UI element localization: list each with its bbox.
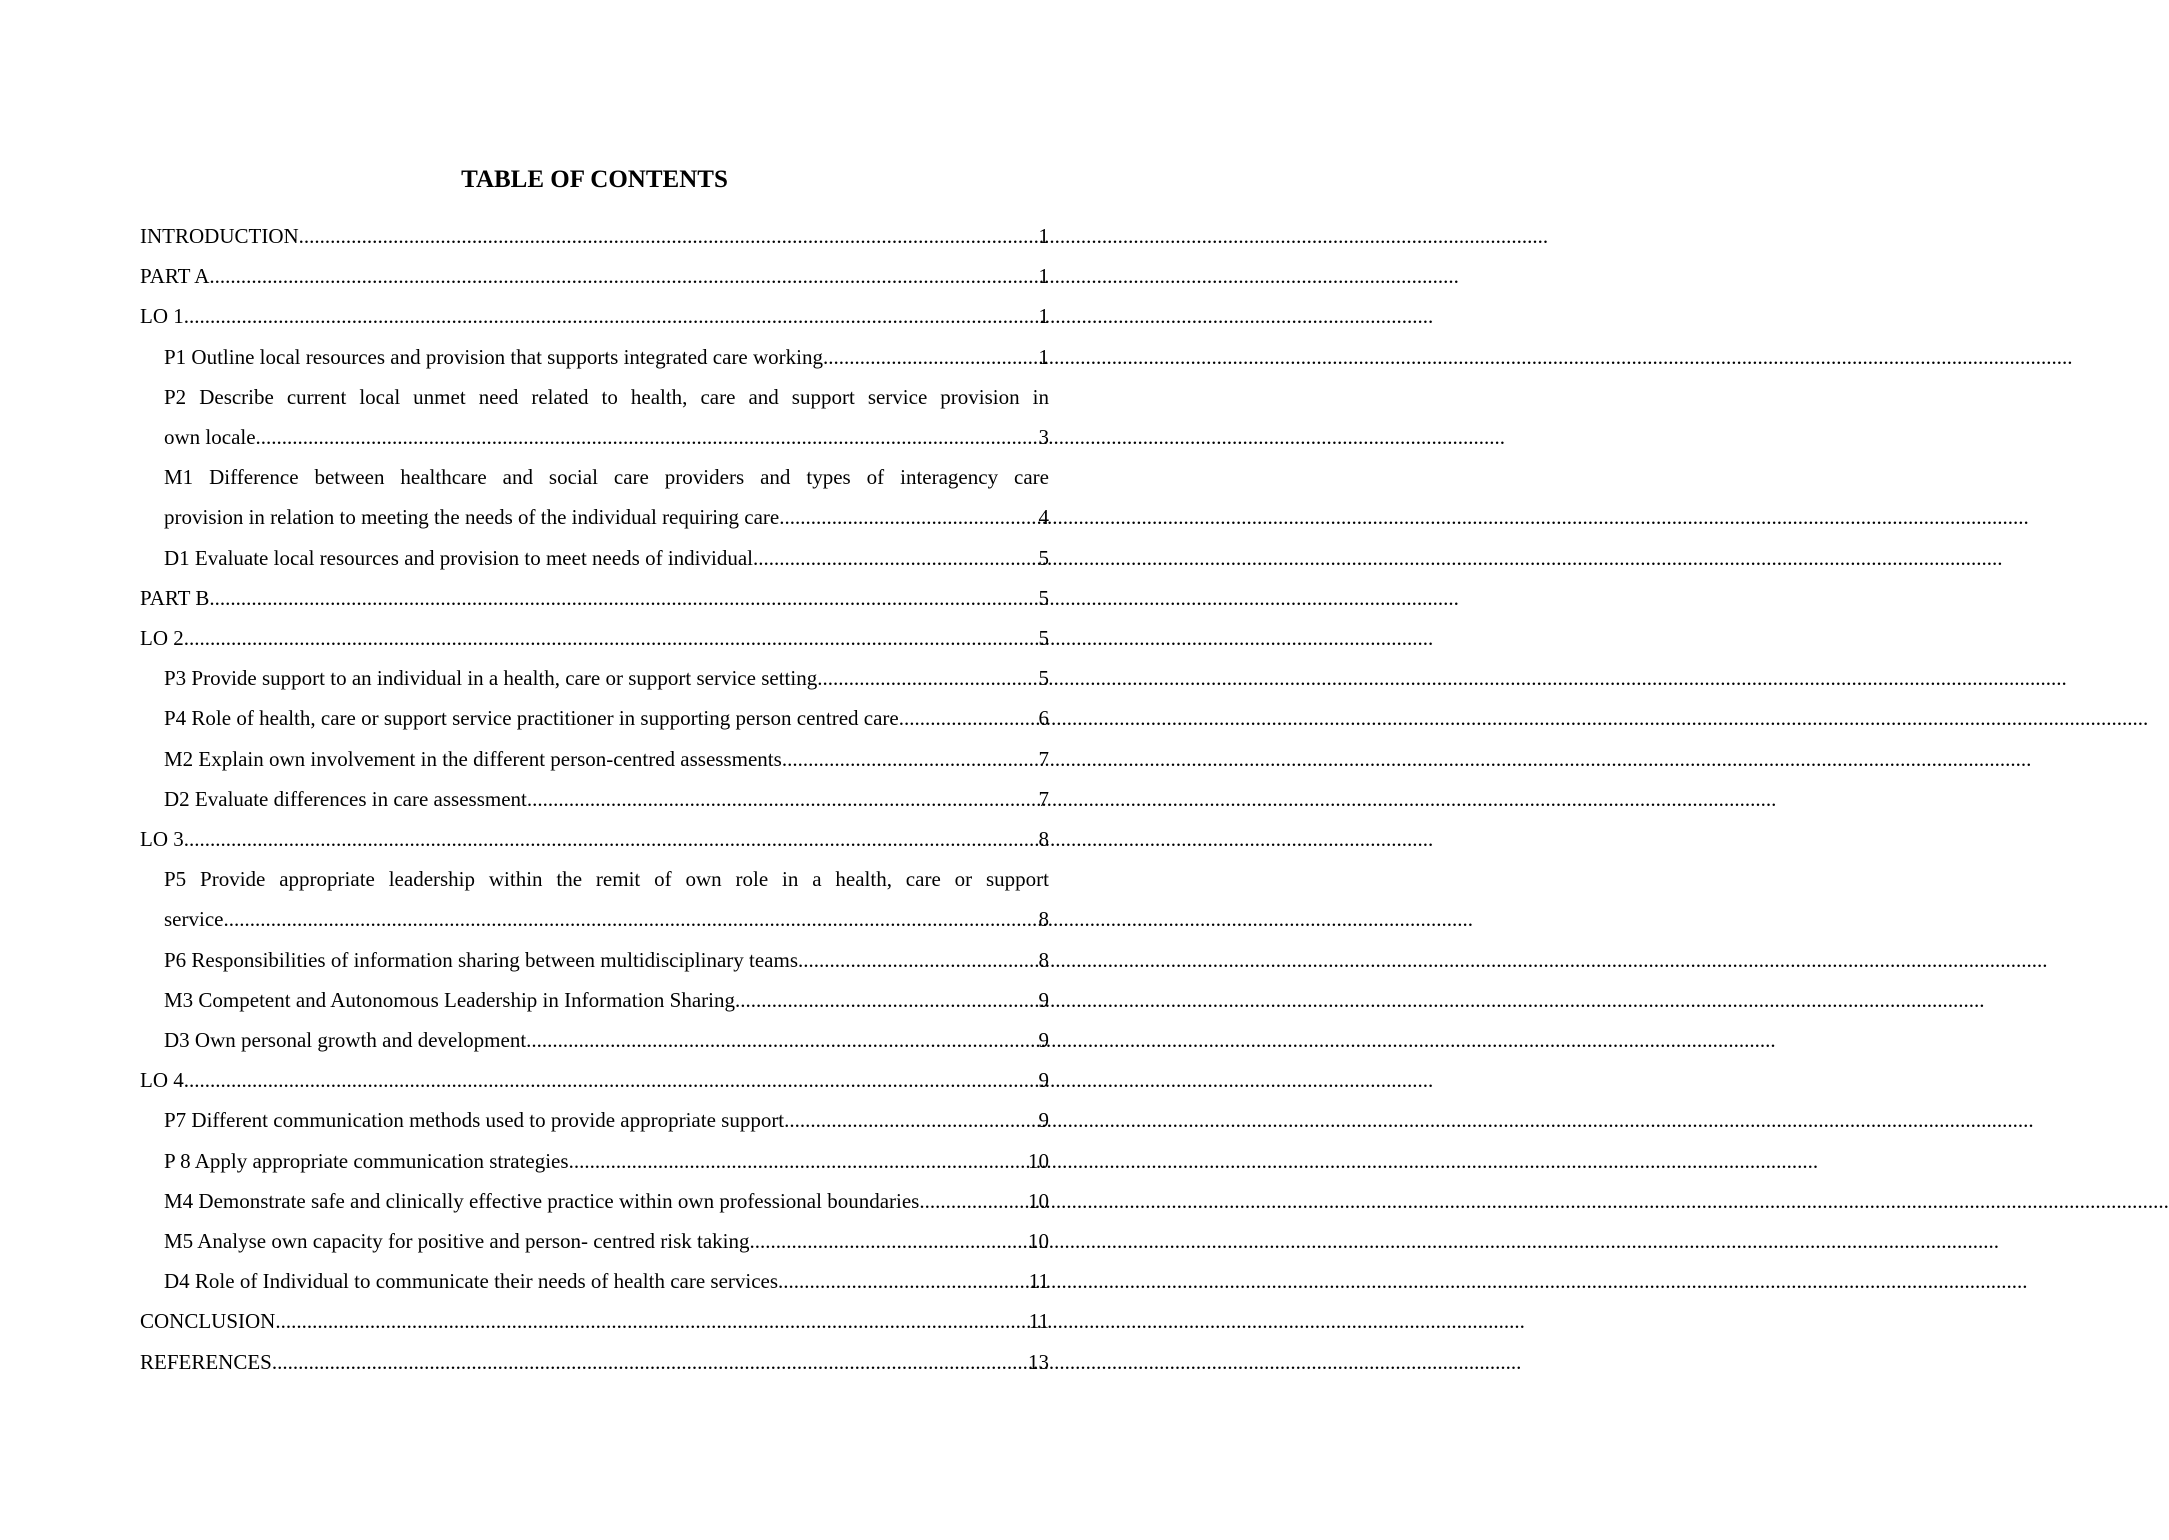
dot-leader bbox=[750, 1221, 1028, 1261]
toc-entry-line bbox=[164, 1181, 1049, 1221]
toc-entry-line bbox=[140, 296, 1049, 336]
toc-entry-line bbox=[140, 819, 1049, 859]
dot-leader bbox=[275, 1301, 1028, 1341]
toc-entry-page-number: 1 bbox=[1038, 304, 1049, 329]
toc-entry-label-line1: P5 Provide appropriate leadership within the remit of own role in a health, care or support bbox=[164, 867, 1049, 892]
toc-entry-page-number: 5 bbox=[1038, 585, 1049, 610]
dot-leader bbox=[223, 899, 1038, 939]
toc-entry-label: P7 Different communication methods used to provide appropriate support bbox=[164, 1108, 785, 1133]
toc-entry-line bbox=[140, 216, 1049, 256]
dot-leader bbox=[778, 1261, 1029, 1301]
toc-entry-line bbox=[164, 417, 1049, 457]
toc-entry-line bbox=[164, 538, 1049, 578]
toc-entry[interactable] bbox=[140, 779, 1049, 819]
toc-entry[interactable] bbox=[140, 1261, 1049, 1301]
toc-entry-page-number: 1 bbox=[1038, 264, 1049, 289]
dot-leader bbox=[569, 1141, 1028, 1181]
document-page bbox=[140, 160, 1049, 1382]
dot-leader bbox=[184, 296, 1039, 336]
toc-entry-label: P 8 Apply appropriate communication strategies bbox=[164, 1148, 569, 1173]
dot-leader bbox=[784, 1100, 1038, 1140]
toc-entry-label: service bbox=[164, 907, 224, 932]
toc-entry-label: PART A bbox=[140, 264, 210, 289]
toc-entry[interactable] bbox=[140, 739, 1049, 779]
toc-entry-page-number: 10 bbox=[1028, 1148, 1049, 1173]
toc-entry-label: CONCLUSION bbox=[140, 1309, 276, 1334]
toc-entry[interactable] bbox=[140, 1221, 1049, 1261]
toc-entry-page-number: 9 bbox=[1038, 1068, 1049, 1093]
toc-entry-line bbox=[164, 1261, 1049, 1301]
toc-entry-page-number: 6 bbox=[1038, 706, 1049, 731]
toc-title: TABLE OF CONTENTS bbox=[461, 166, 728, 193]
dot-leader bbox=[299, 216, 1039, 256]
toc-entry-page-number: 1 bbox=[1038, 344, 1049, 369]
toc-entry[interactable] bbox=[140, 256, 1049, 296]
toc-entry-line bbox=[140, 1301, 1049, 1341]
toc-entry-label: M3 Competent and Autonomous Leadership in Information Sharing bbox=[164, 987, 735, 1012]
toc-entry-page-number: 3 bbox=[1038, 425, 1049, 450]
toc-entry[interactable] bbox=[140, 337, 1049, 377]
toc-entry-label: REFERENCES bbox=[140, 1349, 272, 1374]
toc-entry-label: P6 Responsibilities of information sharing between multidisciplinary teams bbox=[164, 947, 798, 972]
toc-entry-page-number: 13 bbox=[1028, 1349, 1049, 1374]
toc-entry[interactable] bbox=[140, 1141, 1049, 1181]
toc-entry-page-number: 9 bbox=[1038, 1028, 1049, 1053]
dot-leader bbox=[272, 1342, 1028, 1382]
toc-entry-page-number: 5 bbox=[1038, 545, 1049, 570]
toc-entry[interactable] bbox=[140, 658, 1049, 698]
toc-entry[interactable] bbox=[140, 578, 1049, 618]
toc-entry-label: D3 Own personal growth and development bbox=[164, 1028, 527, 1053]
toc-entry-label: LO 2 bbox=[140, 626, 184, 651]
toc-entry-line bbox=[140, 578, 1049, 618]
toc-entry-page-number: 9 bbox=[1038, 1108, 1049, 1133]
toc-entry-label: own locale bbox=[164, 425, 256, 450]
toc-entry-label-line1: P2 Describe current local unmet need related to health, care and support service provision in bbox=[164, 384, 1049, 409]
dot-leader bbox=[782, 739, 1039, 779]
toc-entry-label: provision in relation to meeting the needs of the individual requiring care bbox=[164, 505, 780, 530]
toc-entry[interactable] bbox=[140, 859, 1049, 939]
toc-entry-page-number: 11 bbox=[1028, 1309, 1049, 1334]
toc-entry-line bbox=[164, 698, 1049, 738]
toc-entry-label: M5 Analyse own capacity for positive and person- centred risk taking bbox=[164, 1229, 750, 1254]
toc-entry-label: M4 Demonstrate safe and clinically effective practice within own professional boundaries bbox=[164, 1188, 920, 1213]
toc-entry-label: D1 Evaluate local resources and provision to meet needs of individual bbox=[164, 545, 753, 570]
toc-entry-line bbox=[164, 497, 1049, 537]
toc-entry-line bbox=[164, 1141, 1049, 1181]
dot-leader bbox=[798, 940, 1039, 980]
toc-entry-label: P1 Outline local resources and provision that supports integrated care working bbox=[164, 344, 823, 369]
toc-entry-label: LO 4 bbox=[140, 1068, 184, 1093]
toc-entry-page-number: 10 bbox=[1028, 1229, 1049, 1254]
toc-entry-page-number: 8 bbox=[1038, 827, 1049, 852]
toc-entry[interactable] bbox=[140, 296, 1049, 336]
dot-leader bbox=[779, 497, 1038, 537]
toc-list bbox=[140, 216, 1049, 1382]
dot-leader bbox=[527, 779, 1039, 819]
toc-entry-page-number: 11 bbox=[1028, 1269, 1049, 1294]
toc-entry-line bbox=[164, 940, 1049, 980]
toc-entry-line bbox=[164, 658, 1049, 698]
toc-entry[interactable] bbox=[140, 698, 1049, 738]
dot-leader bbox=[209, 256, 1038, 296]
toc-entry-line bbox=[164, 739, 1049, 779]
dot-leader bbox=[823, 337, 1039, 377]
dot-leader bbox=[184, 819, 1039, 859]
toc-entry-label: LO 3 bbox=[140, 827, 184, 852]
toc-entry[interactable] bbox=[140, 1301, 1049, 1341]
toc-entry-line bbox=[164, 1221, 1049, 1261]
toc-entry[interactable] bbox=[140, 1181, 1049, 1221]
toc-entry-page-number: 1 bbox=[1038, 224, 1049, 248]
toc-entry-page-number: 10 bbox=[1028, 1188, 1049, 1213]
dot-leader bbox=[817, 658, 1038, 698]
toc-entry-line bbox=[140, 618, 1049, 658]
toc-entry[interactable] bbox=[140, 1100, 1049, 1140]
toc-entry-label: LO 1 bbox=[140, 304, 184, 329]
toc-entry[interactable] bbox=[140, 1060, 1049, 1100]
toc-entry-label-line1: M1 Difference between healthcare and social care providers and types of interagency care bbox=[164, 465, 1049, 490]
toc-entry-page-number: 5 bbox=[1038, 626, 1049, 651]
toc-entry-line bbox=[164, 980, 1049, 1020]
toc-entry[interactable] bbox=[140, 1342, 1049, 1382]
toc-entry-label: D2 Evaluate differences in care assessment bbox=[164, 786, 527, 811]
toc-entry-label: D4 Role of Individual to communicate their needs of health care services bbox=[164, 1269, 779, 1294]
toc-entry-page-number: 7 bbox=[1038, 786, 1049, 811]
toc-entry-line bbox=[164, 1100, 1049, 1140]
toc-entry-line bbox=[164, 337, 1049, 377]
dot-leader bbox=[256, 417, 1039, 457]
dot-leader bbox=[184, 1060, 1039, 1100]
dot-leader bbox=[735, 980, 1039, 1020]
dot-leader bbox=[184, 618, 1039, 658]
toc-entry-page-number: 8 bbox=[1038, 907, 1049, 932]
toc-entry[interactable] bbox=[140, 1020, 1049, 1060]
toc-entry-label: P3 Provide support to an individual in a health, care or support service setting bbox=[164, 666, 818, 691]
toc-entry[interactable] bbox=[140, 940, 1049, 980]
toc-entry-line bbox=[140, 1342, 1049, 1382]
toc-entry-label: INTRODUCTION bbox=[140, 224, 299, 248]
toc-entry-page-number: 4 bbox=[1038, 505, 1049, 530]
toc-entry[interactable] bbox=[140, 980, 1049, 1020]
toc-entry-line bbox=[164, 779, 1049, 819]
dot-leader bbox=[753, 538, 1039, 578]
toc-entry-label: M2 Explain own involvement in the different person-centred assessments bbox=[164, 746, 782, 771]
toc-entry-label: PART B bbox=[140, 585, 210, 610]
toc-entry[interactable] bbox=[140, 457, 1049, 537]
toc-entry-page-number: 9 bbox=[1038, 987, 1049, 1012]
dot-leader bbox=[209, 578, 1038, 618]
toc-entry[interactable] bbox=[140, 216, 1049, 256]
dot-leader bbox=[526, 1020, 1038, 1060]
toc-entry-page-number: 7 bbox=[1038, 746, 1049, 771]
toc-entry-line bbox=[164, 899, 1049, 939]
toc-entry-page-number: 5 bbox=[1038, 666, 1049, 691]
toc-entry-page-number: 8 bbox=[1038, 947, 1049, 972]
toc-entry-line bbox=[140, 1060, 1049, 1100]
toc-entry-line bbox=[164, 1020, 1049, 1060]
toc-entry[interactable] bbox=[140, 538, 1049, 578]
dot-leader bbox=[899, 698, 1039, 738]
toc-entry-line bbox=[140, 256, 1049, 296]
toc-entry[interactable] bbox=[140, 377, 1049, 457]
toc-entry[interactable] bbox=[140, 618, 1049, 658]
dot-leader bbox=[919, 1181, 1028, 1221]
toc-entry-label: P4 Role of health, care or support service practitioner in supporting person centred care bbox=[164, 706, 899, 731]
toc-entry[interactable] bbox=[140, 819, 1049, 859]
